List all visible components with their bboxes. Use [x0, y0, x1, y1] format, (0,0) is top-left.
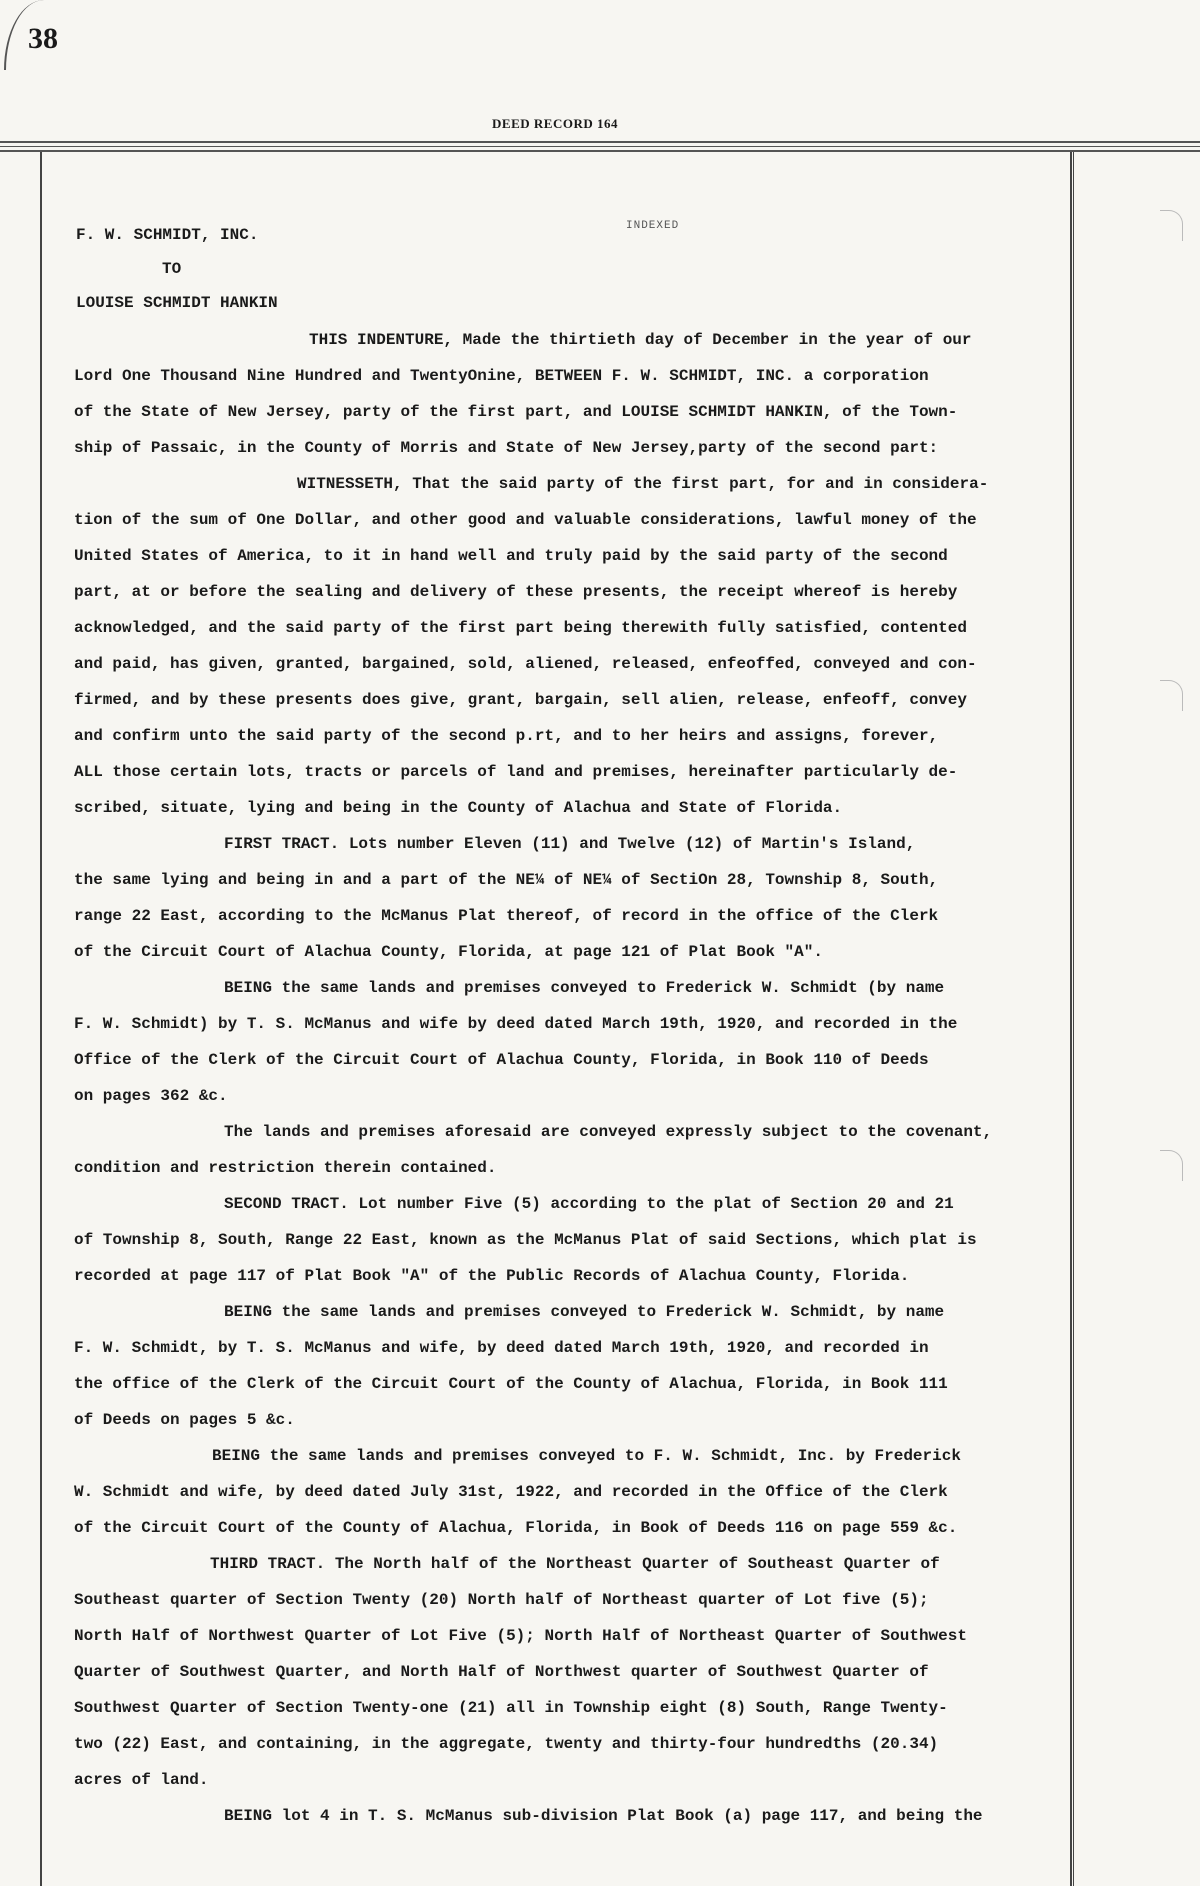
deed-line: ALL those certain lots, tracts or parcels of land and premises, hereinafter particularly de- [74, 763, 958, 781]
deed-line: recorded at page 117 of Plat Book "A" of the Public Records of Alachua County, Florida. [74, 1267, 910, 1285]
deed-line: F. W. Schmidt, by T. S. McManus and wife, by deed dated March 19th, 1920, and recorded in [74, 1339, 929, 1357]
deed-line: Quarter of Southwest Quarter, and North Half of Northwest quarter of Southwest Quarter of [74, 1663, 929, 1681]
deed-line: the office of the Clerk of the Circuit Court of the County of Alachua, Florida, in Book 111 [74, 1375, 948, 1393]
deed-line: BEING the same lands and premises conveyed to F. W. Schmidt, Inc. by Frederick [212, 1447, 961, 1465]
deed-line: the same lying and being in and a part of the NE¼ of NE¼ of SectiOn 28, Township 8, South, [74, 871, 939, 889]
deed-line: acknowledged, and the said party of the first part being therewith fully satisfied, contented [74, 619, 967, 637]
deed-line: condition and restriction therein contained. [74, 1159, 497, 1177]
deed-line: THIRD TRACT. The North half of the Northeast Quarter of Southeast Quarter of [210, 1555, 940, 1573]
deed-line: F. W. Schmidt) by T. S. McManus and wife by deed dated March 19th, 1920, and recorded in the [74, 1015, 958, 1033]
deed-line: North Half of Northwest Quarter of Lot Five (5); North Half of Northeast Quarter of Southwest [74, 1627, 967, 1645]
deed-line: WITNESSETH, That the said party of the first part, for and in considera- [297, 475, 989, 493]
deed-line: tion of the sum of One Dollar, and other good and valuable considerations, lawful money of the [74, 511, 977, 529]
header-rule-bottom [0, 150, 1200, 152]
deed-line: ship of Passaic, in the County of Morris and State of New Jersey,party of the second part: [74, 439, 939, 457]
deed-line: of Township 8, South, Range 22 East, known as the McManus Plat of said Sections, which plat is [74, 1231, 977, 1249]
grantor-name: F. W. SCHMIDT, INC. [76, 226, 259, 244]
deed-line: Southeast quarter of Section Twenty (20) North half of Northeast quarter of Lot five (5); [74, 1591, 929, 1609]
deed-line: THIS INDENTURE, Made the thirtieth day of December in the year of our [309, 331, 972, 349]
page-number: 38 [28, 22, 58, 55]
deed-line: Southwest Quarter of Section Twenty-one (21) all in Township eight (8) South, Range Twenty- [74, 1699, 948, 1717]
deed-line: FIRST TRACT. Lots number Eleven (11) and Twelve (12) of Martin's Island, [224, 835, 916, 853]
deed-line: Lord One Thousand Nine Hundred and TwentyOnine, BETWEEN F. W. SCHMIDT, INC. a corporation [74, 367, 929, 385]
deed-line: of Deeds on pages 5 &c. [74, 1411, 295, 1429]
deed-line: two (22) East, and containing, in the aggregate, twenty and thirty-four hundredths (20.34) [74, 1735, 939, 1753]
deed-line: acres of land. [74, 1771, 209, 1789]
left-margin-rule [40, 152, 42, 1886]
binding-mark [1160, 210, 1183, 241]
deed-line: range 22 East, according to the McManus Plat thereof, of record in the office of the Clerk [74, 907, 939, 925]
binding-mark [1160, 680, 1183, 711]
deed-line: of the Circuit Court of the County of Alachua, Florida, in Book of Deeds 116 on page 559 &c. [74, 1519, 958, 1537]
book-header: DEED RECORD 164 [492, 116, 618, 131]
deed-line: and paid, has given, granted, bargained, sold, aliened, released, enfeoffed, conveyed and con- [74, 655, 977, 673]
deed-body [74, 322, 1074, 1834]
grantee-name: LOUISE SCHMIDT HANKIN [76, 294, 278, 312]
deed-line: The lands and premises aforesaid are conveyed expressly subject to the covenant, [224, 1123, 993, 1141]
deed-line: and confirm unto the said party of the second p.rt, and to her heirs and assigns, forever, [74, 727, 939, 745]
deed-line: BEING the same lands and premises conveyed to Frederick W. Schmidt, by name [224, 1303, 945, 1321]
deed-line: scribed, situate, lying and being in the County of Alachua and State of Florida. [74, 799, 843, 817]
deed-line: SECOND TRACT. Lot number Five (5) according to the plat of Section 20 and 21 [224, 1195, 954, 1213]
deed-line: BEING the same lands and premises conveyed to Frederick W. Schmidt (by name [224, 979, 945, 997]
to-label: TO [162, 260, 182, 278]
deed-line: of the State of New Jersey, party of the first part, and LOUISE SCHMIDT HANKIN, of the Town- [74, 403, 958, 421]
deed-line: BEING lot 4 in T. S. McManus sub-division Plat Book (a) page 117, and being the [224, 1807, 983, 1825]
deed-line: Office of the Clerk of the Circuit Court of Alachua County, Florida, in Book 110 of Deeds [74, 1051, 929, 1069]
header-rule-top [0, 141, 1200, 143]
binding-mark [1160, 1150, 1183, 1181]
header-rule-middle [0, 146, 1200, 147]
deed-line: part, at or before the sealing and delivery of these presents, the receipt whereof is hereby [74, 583, 958, 601]
deed-line: W. Schmidt and wife, by deed dated July 31st, 1922, and recorded in the Office of the Clerk [74, 1483, 948, 1501]
indexed-stamp: INDEXED [626, 220, 680, 232]
deed-line: firmed, and by these presents does give, grant, bargain, sell alien, release, enfeoff, convey [74, 691, 967, 709]
deed-line: of the Circuit Court of Alachua County, Florida, at page 121 of Plat Book "A". [74, 943, 823, 961]
deed-line: on pages 362 &c. [74, 1087, 228, 1105]
deed-line: United States of America, to it in hand well and truly paid by the said party of the second [74, 547, 948, 565]
